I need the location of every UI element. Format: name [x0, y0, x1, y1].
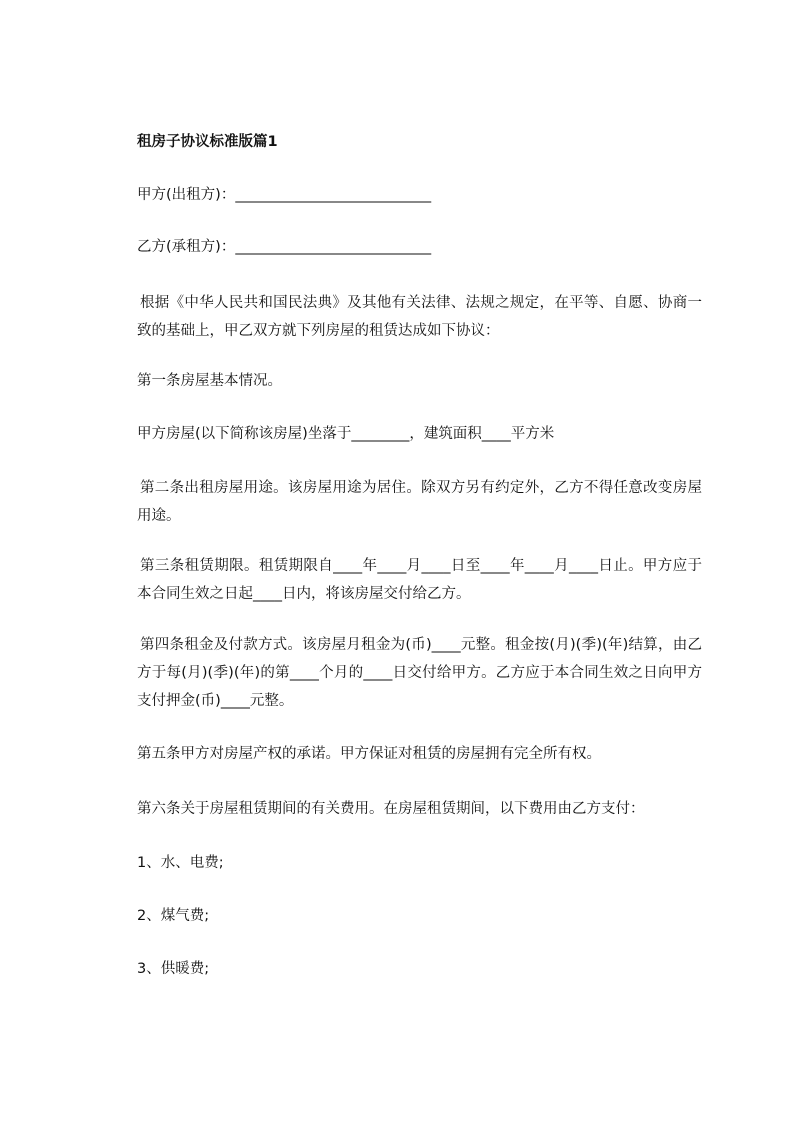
article-2-paragraph: 第二条出租房屋用途。该房屋用途为居住。除双方另有约定外，乙方不得任意改变房屋用途。 [137, 480, 702, 524]
list-item: 3、供暖费; [137, 961, 210, 977]
article-1-title: 第一条房屋基本情况。 [137, 373, 282, 389]
party-a-line: 甲方(出租方)：___________________________ [137, 187, 432, 203]
intro-paragraph: 根据《中华人民共和国民法典》及其他有关法律、法规之规定，在平等、自愿、协商一致的基础上，甲乙双方就下列房屋的租赁达成如下协议： [137, 295, 702, 339]
list-item: 2、煤气费; [137, 908, 210, 924]
article-3-paragraph: 第三条租赁期限。租赁期限自____年____月____日至____年____月____日止。甲方应于本合同生效之日起____日内，将该房屋交付给乙方。 [137, 558, 702, 602]
article-5-paragraph: 第五条甲方对房屋产权的承诺。甲方保证对租赁的房屋拥有完全所有权。 [137, 746, 601, 762]
article-1-body: 甲方房屋(以下简称该房屋)坐落于________，建筑面积____平方米 [137, 426, 555, 442]
document-title: 租房子协议标准版篇1 [137, 134, 278, 150]
list-item: 1、水、电费; [137, 855, 224, 871]
article-6-paragraph: 第六条关于房屋租赁期间的有关费用。在房屋租赁期间，以下费用由乙方支付： [137, 801, 645, 817]
article-4-paragraph: 第四条租金及付款方式。该房屋月租金为(币)____元整。租金按(月)(季)(年)结算，由乙方于每(月)(季)(年)的第____个月的____日交付给甲方。乙方应于本合同生效之日向甲方支付押金(币)____元整。 [137, 637, 702, 709]
party-b-line: 乙方(承租方)：___________________________ [137, 239, 432, 255]
